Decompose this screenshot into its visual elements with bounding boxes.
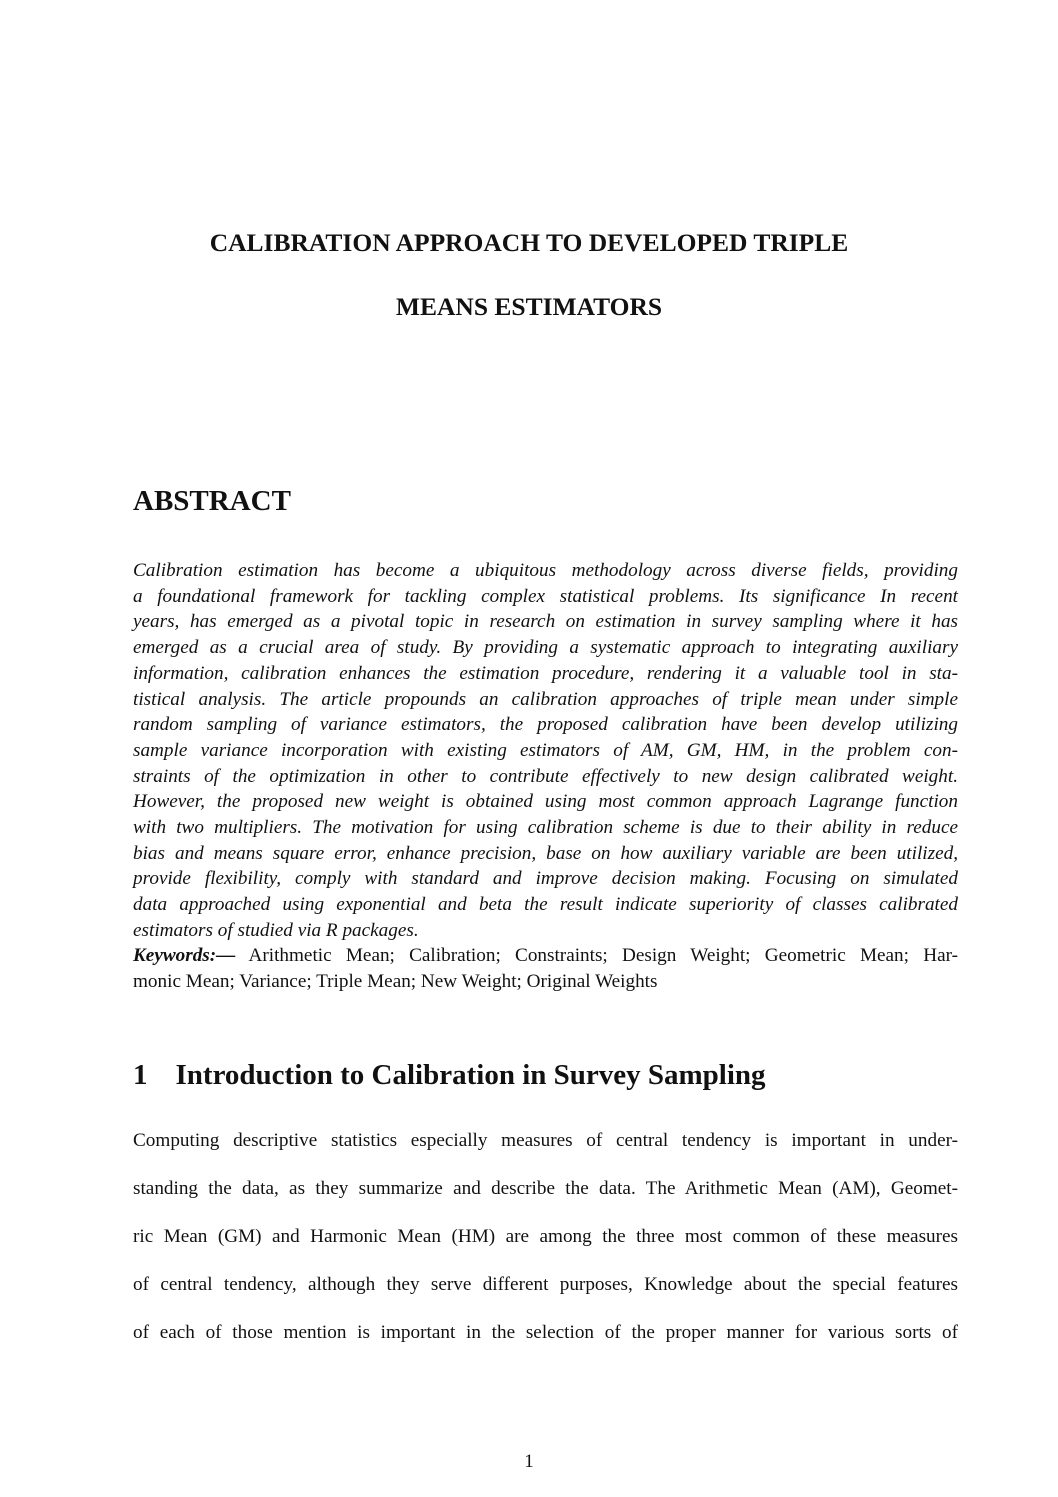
- abstract-line: information, calibration enhances the estimation procedure, rendering it a valuable tool in sta-: [133, 662, 958, 684]
- keywords-label: Keywords:—: [133, 945, 236, 966]
- title-line-1: CALIBRATION APPROACH TO DEVELOPED TRIPLE: [209, 228, 849, 257]
- body-line: Computing descriptive statistics especially measures of central tendency is important in under-: [133, 1130, 958, 1151]
- abstract-line: a foundational framework for tackling complex statistical problems. Its significance In recent: [133, 585, 958, 607]
- abstract-line: Calibration estimation has become a ubiquitous methodology across diverse fields, providing: [133, 560, 958, 581]
- abstract-line: straints of the optimization in other to contribute effectively to new design calibrated weight.: [133, 765, 958, 787]
- section-number: 1: [133, 1059, 148, 1091]
- title-line-2: MEANS ESTIMATORS: [395, 292, 663, 321]
- keywords-line-1: [133, 945, 958, 967]
- abstract-line: provide flexibility, comply with standard and improve decision making. Focusing on simulated: [133, 868, 958, 890]
- page-number: 1: [524, 1451, 534, 1472]
- abstract-line: tistical analysis. The article propounds an calibration approaches of triple mean under simple: [133, 688, 958, 710]
- section-title: Introduction to Calibration in Survey Sampling: [175, 1059, 766, 1091]
- abstract-line: random sampling of variance estimators, the proposed calibration have been develop utilizing: [133, 714, 958, 736]
- abstract-line: emerged as a crucial area of study. By providing a systematic approach to integrating auxiliary: [133, 637, 958, 659]
- section-heading: [133, 1059, 766, 1092]
- body-line: of each of those mention is important in the selection of the proper manner for various sorts of: [133, 1322, 958, 1343]
- keywords-line-2: monic Mean; Variance; Triple Mean; New Weight; Original Weights: [133, 971, 658, 992]
- abstract-line: bias and means square error, enhance precision, base on how auxiliary variable are been utilized,: [133, 842, 958, 864]
- abstract-line: years, has emerged as a pivotal topic in research on estimation in survey sampling where it has: [133, 611, 958, 633]
- abstract-heading: ABSTRACT: [133, 485, 291, 517]
- keywords-text: Arithmetic Mean; Calibration; Constraints; Design Weight; Geometric Mean; Har-: [235, 945, 958, 966]
- abstract-line: estimators of studied via R packages.: [133, 919, 419, 941]
- abstract-line: data approached using exponential and beta the result indicate superiority of classes calibrated: [133, 894, 958, 916]
- abstract-line: However, the proposed new weight is obtained using most common approach Lagrange function: [133, 791, 958, 813]
- body-line: of central tendency, although they serve different purposes, Knowledge about the special features: [133, 1274, 958, 1295]
- body-line: standing the data, as they summarize and describe the data. The Arithmetic Mean (AM), Geomet-: [133, 1178, 958, 1199]
- body-line: ric Mean (GM) and Harmonic Mean (HM) are among the three most common of these measures: [133, 1226, 958, 1247]
- abstract-line: with two multipliers. The motivation for using calibration scheme is due to their ability in reduce: [133, 817, 958, 838]
- abstract-line: sample variance incorporation with existing estimators of AM, GM, HM, in the problem con-: [133, 739, 958, 761]
